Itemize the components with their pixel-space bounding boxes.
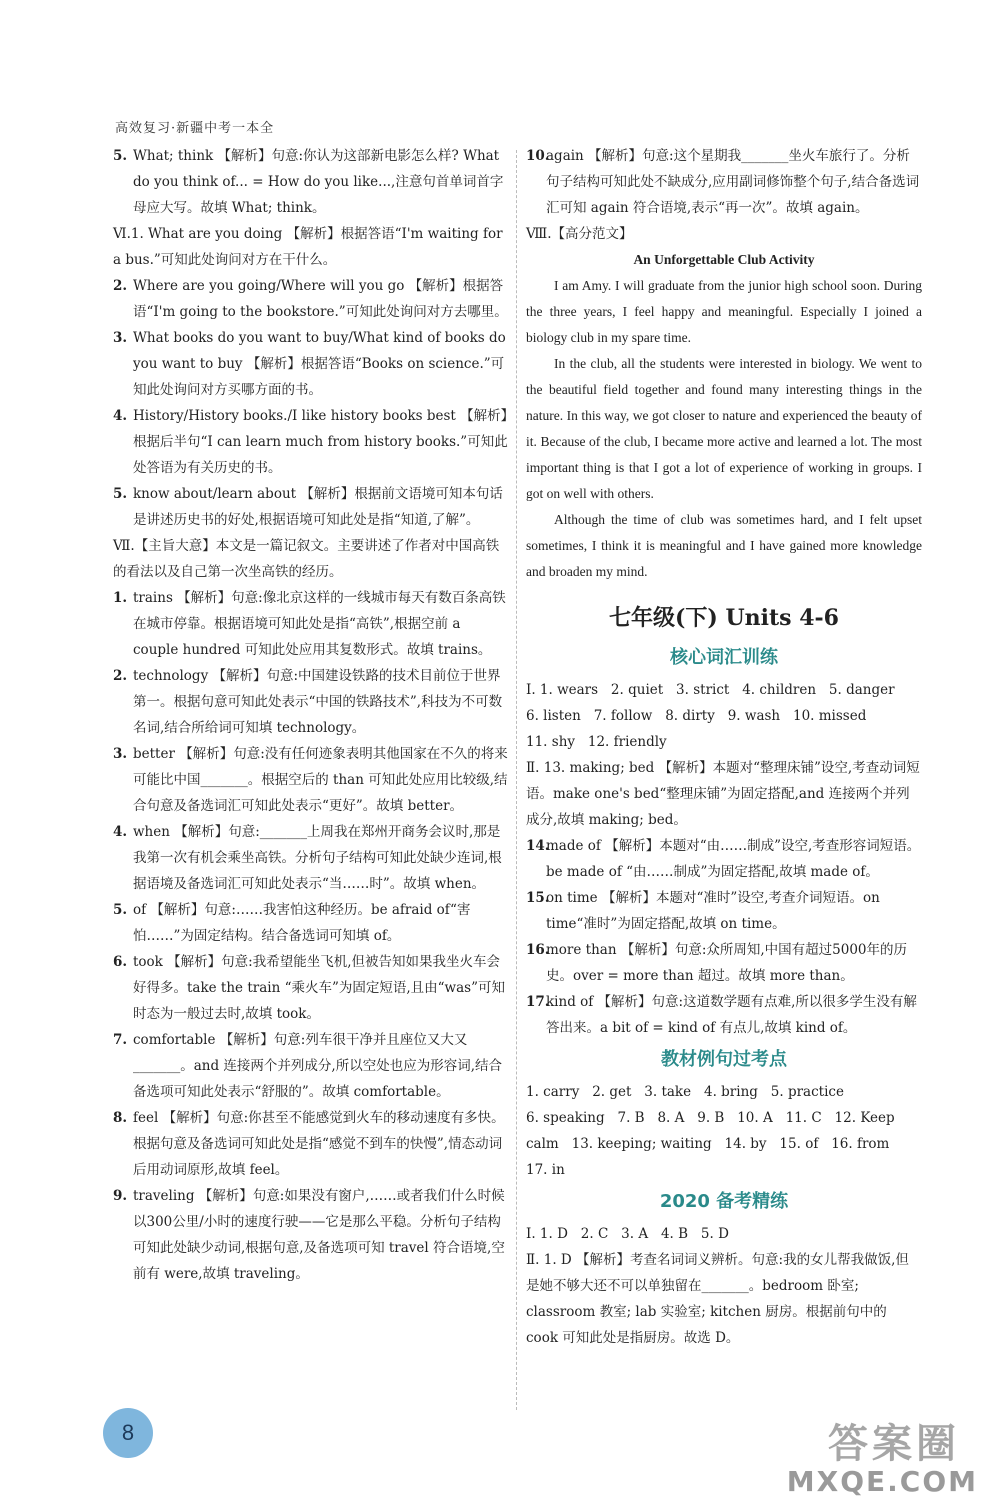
- answer-item: [526, 143, 922, 221]
- item-text: when 【解析】句意:_______上周我在郑州开商务会议时,那是我第一次有机会乘坐高铁。分析句子结构可知此处缺少连词,根据语境及备选词汇可知此处表示“当……时”。故填 when。: [133, 824, 502, 892]
- section-title-practice: 2020 备考精练: [659, 1191, 789, 1212]
- item-number: 4.: [113, 824, 128, 840]
- item-number: 5.: [113, 902, 128, 918]
- item-number: 15.: [526, 890, 550, 906]
- item-number: 4.: [113, 408, 128, 424]
- item-number: 5.: [113, 148, 128, 164]
- item-text: traveling 【解析】句意:如果没有窗户,……或者我们什么时候以300公里/小时的速度行驶——它是那么平稳。分析句子结构可知此处缺少动词,根据句意,及备选项可知 travel 符合语境,空前有 were,故填 traveling。: [133, 1188, 505, 1282]
- answer-item: [113, 325, 509, 403]
- vocab-items: [526, 755, 922, 1041]
- watermark-url: MXQE.COM: [786, 1465, 978, 1498]
- left-column: [113, 143, 509, 1287]
- essay-title: An Unforgettable Club Activity: [633, 252, 815, 267]
- item-text: better 【解析】句意:没有任何迹象表明其他国家在不久的将来可能比中国_______。根据空后的 than 可知此处应用比较级,结合句意及备选词汇可知此处表示“更好”。故填 better。: [133, 746, 508, 814]
- running-header: 高效复习·新疆中考一本全: [115, 121, 275, 136]
- right-top-answers: [526, 143, 922, 247]
- answer-row: 1. carry 2. get 3. take 4. bring 5. practice: [526, 1084, 844, 1100]
- item-number: 2.: [113, 668, 128, 684]
- answer-row: Ⅰ. 1. D 2. C 3. A 4. B 5. D: [526, 1226, 729, 1242]
- item-number: 1.: [113, 590, 128, 606]
- answer-item: [113, 1183, 509, 1287]
- item-text: on time 【解析】本题对“准时”设空,考查介词短语。on time“准时”为固定搭配,故填 on time。: [546, 890, 880, 932]
- answer-item: [113, 585, 509, 663]
- item-text: Where are you going/Where will you go 【解析】根据答语“I'm going to the bookstore.”可知此处询问对方去哪里。: [133, 278, 508, 320]
- answer-item: [113, 1105, 509, 1183]
- item-number: 17.: [526, 994, 550, 1010]
- item-number: 16.: [526, 942, 550, 958]
- item-number: 6.: [113, 954, 128, 970]
- unit-title: 七年级(下) Units 4-6: [609, 605, 839, 631]
- answer-item: [113, 403, 509, 481]
- section-item: Ⅵ.1. What are you doing 【解析】根据答语“I'm waiting for a bus.”可知此处询问对方在干什么。: [113, 226, 503, 268]
- item-text: took 【解析】句意:我希望能坐飞机,但被告知如果我坐火车会好得多。take the train “乘火车”为固定短语,且由“was”可知时态为一般过去时,故填 took。: [133, 954, 505, 1022]
- item-text: know about/learn about 【解析】根据前文语境可知本句话是讲述历史书的好处,根据语境可知此处是指“知道,了解”。: [133, 486, 503, 528]
- item-number: 7.: [113, 1032, 128, 1048]
- answer-item: [113, 949, 509, 1027]
- answer-item: [113, 143, 509, 221]
- answer-row: calm 13. keeping; waiting 14. by 15. of 16. from 17. in: [526, 1136, 903, 1178]
- item-text: technology 【解析】句意:中国建设铁路的技术目前位于世界第一。根据句意可知此处表示“中国的铁路技术”,科技为不可数名词,结合所给词可知填 technology。: [133, 668, 503, 736]
- essay-paragraph: I am Amy. I will graduate from the junior high school soon. During the three years, I feel happy and meaningful. Especially I joined a biology club in my spare time.: [526, 278, 922, 345]
- item-number: 5.: [113, 486, 128, 502]
- section-title-textbook: 教材例句过考点: [661, 1049, 787, 1070]
- item-number: 3.: [113, 746, 128, 762]
- item-text: made of 【解析】本题对“由……制成”设空,考查形容词短语。be made of “由……制成”为固定搭配,故填 made of。: [546, 838, 921, 880]
- item-text: kind of 【解析】句意:这道数学题有点难,所以很多学生没有解答出来。a bit of = kind of 有点儿,故填 kind of。: [546, 994, 917, 1036]
- item-text: again 【解析】句意:这个星期我_______坐火车旅行了。分析句子结构可知此处不缺成分,应用副词修饰整个句子,结合备选词汇可知 again 符合语境,表示“再一次”。故填 again。: [546, 148, 920, 216]
- item-number: 8.: [113, 1110, 128, 1126]
- item-text: History/History books./I like history books best 【解析】根据后半句“I can learn much from history books.”可知此处答语为有关历史的书。: [133, 408, 508, 476]
- item-number: 14.: [526, 838, 550, 854]
- answer-item: [113, 819, 509, 897]
- item-text: What; think 【解析】句意:你认为这部新电影怎么样? What do you think of... = How do you like...,注意句首单词首字母应大写。故填 What; think。: [133, 148, 504, 216]
- answer-item: [526, 989, 922, 1041]
- page-number: 8: [103, 1408, 153, 1458]
- essay-paragraph: In the club, all the students were interested in biology. We went to the beautiful field together and found many interesting things in the nature. In this way, we got closer to nature and experienced the beauty of it. Because of the club, I became more active and learned a lot. The most important thing is that I got a lot of experience of working in groups. I got on well with others.: [526, 356, 922, 501]
- answer-item: [526, 885, 922, 937]
- answer-row: Ⅰ. 1. wears 2. quiet 3. strict 4. children 5. danger: [526, 682, 895, 698]
- column-divider: [516, 150, 517, 1410]
- answer-row: 11. shy 12. friendly: [526, 734, 667, 750]
- item-text: of 【解析】句意:……我害怕这种经历。be afraid of“害怕……”为固定结构。结合备选词可知填 of。: [133, 902, 471, 944]
- answer-item: [113, 897, 509, 949]
- answer-item: [526, 833, 922, 885]
- section-item: Ⅱ. 1. D 【解析】考查名词词义辨析。句意:我的女儿帮我做饭,但是她不够大还不可以单独留在_______。bedroom 卧室; classroom 教室; lab 实验室; kitchen 厨房。根据前句中的 cook 可知此处是指厨房。故选 D。: [526, 1252, 909, 1346]
- item-text: comfortable 【解析】句意:列车很干净并且座位又大又_______。and 连接两个并列成分,所以空处也应为形容词,结合备选项可知此处表示“舒服的”。故填 comfortable。: [133, 1032, 503, 1100]
- item-text: more than 【解析】句意:众所周知,中国有超过5000年的历史。over = more than 超过。故填 more than。: [546, 942, 908, 984]
- item-text: What books do you want to buy/What kind of books do you want to buy 【解析】根据答语“Books on science.”可知此处询问对方买哪方面的书。: [133, 330, 506, 398]
- essay-paragraph: Although the time of club was sometimes hard, and I felt upset sometimes, I think it is meaningful and I have gained more knowledge and broaden my mind.: [526, 512, 922, 579]
- item-number: 3.: [113, 330, 128, 346]
- answer-row: 6. listen 7. follow 8. dirty 9. wash 10. missed: [526, 708, 867, 724]
- right-column: [526, 143, 922, 1351]
- answer-item: [113, 741, 509, 819]
- section-item: Ⅶ.【主旨大意】本文是一篇记叙文。主要讲述了作者对中国高铁的看法以及自己第一次坐高铁的经历。: [113, 538, 500, 580]
- answer-item: [113, 481, 509, 533]
- section-item: Ⅷ.【高分范文】: [526, 226, 633, 242]
- item-number: 2.: [113, 278, 128, 294]
- section-title-vocab: 核心词汇训练: [670, 647, 778, 668]
- answer-item: [113, 663, 509, 741]
- answer-item: [526, 937, 922, 989]
- practice-items: [526, 1247, 922, 1351]
- item-text: trains 【解析】句意:像北京这样的一线城市每天有数百条高铁在城市停靠。根据语境可知此处是指“高铁”,根据空前 a couple hundred 可知此处应用其复数形式。故填 trains。: [133, 590, 506, 658]
- item-number: 9.: [113, 1188, 128, 1204]
- answer-row: 6. speaking 7. B 8. A 9. B 10. A 11. C 12. Keep: [526, 1110, 895, 1126]
- watermark-logo: 答案圈: [828, 1421, 960, 1467]
- item-text: feel 【解析】句意:你甚至不能感觉到火车的移动速度有多快。根据句意及备选词可知此处是指“感觉不到车的快慢”,情态动词后用动词原形,故填 feel。: [133, 1110, 505, 1178]
- section-item: Ⅱ. 13. making; bed 【解析】本题对“整理床铺”设空,考查动词短语。make one's bed“整理床铺”为固定搭配,and 连接两个并列成分,故填 making; bed。: [526, 760, 920, 828]
- answer-item: [113, 1027, 509, 1105]
- item-number: 10.: [526, 148, 550, 164]
- answer-item: [113, 273, 509, 325]
